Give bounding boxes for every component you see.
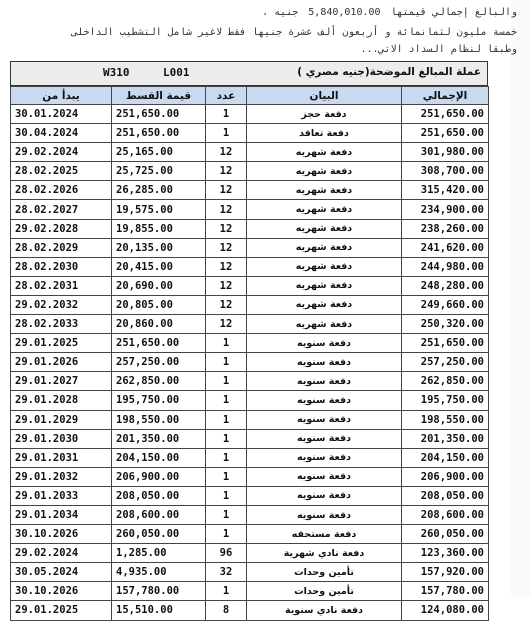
currency-label: عملة المبالغ الموضحة(جنيه مصري ): [297, 66, 481, 78]
cell-description: دفعة سنويه: [247, 391, 402, 410]
cell-start-date: 29.01.2028: [11, 391, 112, 410]
table-row: [11, 448, 489, 467]
cell-description: دفعة شهريه: [247, 162, 402, 181]
cell-total: 251,650.00: [402, 334, 489, 353]
cell-total: 204,150.00: [402, 448, 489, 467]
cell-description: دفعة نادي شهرية: [247, 544, 402, 563]
cell-total: 248,280.00: [402, 276, 489, 295]
cell-total: 206,900.00: [402, 467, 489, 486]
cell-count: 1: [206, 410, 247, 429]
intro-line-2: [8, 25, 517, 40]
cell-installment: 198,550.00: [112, 410, 206, 429]
schedule-table: [10, 86, 489, 621]
cell-count: 12: [206, 295, 247, 314]
cell-count: 12: [206, 257, 247, 276]
cell-start-date: 29.02.2024: [11, 544, 112, 563]
cell-total: 244,980.00: [402, 257, 489, 276]
cell-description: دفعة سنويه: [247, 334, 402, 353]
cell-description: دفعة سنويه: [247, 372, 402, 391]
cell-total: 301,980.00: [402, 143, 489, 162]
table-row: [11, 105, 489, 124]
cell-start-date: 29.01.2033: [11, 486, 112, 505]
cell-total: 208,600.00: [402, 505, 489, 524]
col-header-count: عدد: [206, 87, 247, 105]
table-row: [11, 143, 489, 162]
cell-description: دفعة شهريه: [247, 276, 402, 295]
cell-total: 123,360.00: [402, 544, 489, 563]
intro-line-3: [8, 42, 517, 57]
cell-start-date: 28.02.2030: [11, 257, 112, 276]
scan-margin: [511, 0, 531, 597]
cell-total: 208,050.00: [402, 486, 489, 505]
table-row: [11, 391, 489, 410]
cell-description: دفعة سنويه: [247, 467, 402, 486]
cell-installment: 20,690.00: [112, 276, 206, 295]
cell-count: 1: [206, 124, 247, 143]
cell-total: 241,620.00: [402, 238, 489, 257]
cell-count: 1: [206, 353, 247, 372]
cell-installment: 201,350.00: [112, 429, 206, 448]
cell-installment: 251,650.00: [112, 334, 206, 353]
cell-count: 8: [206, 601, 247, 620]
cell-installment: 262,850.00: [112, 372, 206, 391]
table-row: [11, 372, 489, 391]
cell-installment: 157,780.00: [112, 582, 206, 601]
cell-count: 12: [206, 276, 247, 295]
cell-start-date: 29.02.2028: [11, 219, 112, 238]
table-row: [11, 295, 489, 314]
cell-description: دفعة سنويه: [247, 353, 402, 372]
intro-amount-words: خمسة مليون لثمانمائة و أربعون ألف عشرة جنيها فقط لاغير شامل التشطيب الداخلى: [71, 27, 517, 38]
cell-installment: 25,725.00: [112, 162, 206, 181]
table-header-row: [11, 87, 489, 105]
cell-count: 96: [206, 544, 247, 563]
cell-total: 238,260.00: [402, 219, 489, 238]
table-row: [11, 563, 489, 582]
table-row: [11, 315, 489, 334]
intro-line-1: [8, 5, 517, 20]
cell-start-date: 29.01.2026: [11, 353, 112, 372]
currency-bar: [10, 61, 488, 86]
table-row: [11, 429, 489, 448]
table-row: [11, 353, 489, 372]
cell-total: 195,750.00: [402, 391, 489, 410]
cell-description: دفعة سنويه: [247, 410, 402, 429]
table-row: [11, 544, 489, 563]
cell-start-date: 29.02.2024: [11, 143, 112, 162]
cell-installment: 20,415.00: [112, 257, 206, 276]
cell-description: دفعة شهريه: [247, 143, 402, 162]
cell-count: 1: [206, 467, 247, 486]
cell-installment: 1,285.00: [112, 544, 206, 563]
intro-unit: جنيه ،: [262, 7, 299, 18]
cell-total: 262,850.00: [402, 372, 489, 391]
cell-description: دفعة شهريه: [247, 238, 402, 257]
intro-amount: 5,840,010.00: [308, 7, 381, 18]
cell-description: دفعة سنويه: [247, 448, 402, 467]
cell-total: 251,650.00: [402, 124, 489, 143]
cell-description: دفعة تعاقد: [247, 124, 402, 143]
cell-description: دفعة شهريه: [247, 181, 402, 200]
cell-description: دفعة شهريه: [247, 257, 402, 276]
table-row: [11, 410, 489, 429]
cell-count: 1: [206, 448, 247, 467]
cell-installment: 19,575.00: [112, 200, 206, 219]
cell-count: 1: [206, 105, 247, 124]
cell-total: 251,650.00: [402, 105, 489, 124]
cell-start-date: 30.01.2024: [11, 105, 112, 124]
cell-description: دفعة سنويه: [247, 486, 402, 505]
cell-count: 1: [206, 505, 247, 524]
cell-total: 308,700.00: [402, 162, 489, 181]
cell-start-date: 28.02.2025: [11, 162, 112, 181]
col-header-description: البيان: [247, 87, 402, 105]
cell-installment: 20,135.00: [112, 238, 206, 257]
cell-description: دفعة شهريه: [247, 315, 402, 334]
payment-schedule: [10, 61, 488, 621]
cell-installment: 257,250.00: [112, 353, 206, 372]
table-row: [11, 525, 489, 544]
cell-total: 249,660.00: [402, 295, 489, 314]
cell-total: 250,320.00: [402, 315, 489, 334]
cell-start-date: 29.01.2034: [11, 505, 112, 524]
cell-description: تأمين وحدات: [247, 582, 402, 601]
cell-count: 1: [206, 582, 247, 601]
cell-start-date: 29.01.2027: [11, 372, 112, 391]
cell-installment: 260,050.00: [112, 525, 206, 544]
cell-start-date: 28.02.2029: [11, 238, 112, 257]
cell-total: 198,550.00: [402, 410, 489, 429]
cell-start-date: 28.02.2026: [11, 181, 112, 200]
cell-start-date: 30.10.2026: [11, 582, 112, 601]
cell-start-date: 29.01.2031: [11, 448, 112, 467]
code-l001: L001: [163, 66, 190, 79]
cell-total: 257,250.00: [402, 353, 489, 372]
cell-installment: 26,285.00: [112, 181, 206, 200]
cell-installment: 20,860.00: [112, 315, 206, 334]
cell-count: 12: [206, 143, 247, 162]
table-row: [11, 238, 489, 257]
cell-count: 12: [206, 219, 247, 238]
cell-description: دفعة نادي سنوية: [247, 601, 402, 620]
col-header-installment: قيمة القسط: [112, 87, 206, 105]
table-row: [11, 200, 489, 219]
cell-total: 124,080.00: [402, 601, 489, 620]
table-row: [11, 486, 489, 505]
table-row: [11, 505, 489, 524]
cell-count: 1: [206, 334, 247, 353]
cell-count: 1: [206, 391, 247, 410]
cell-description: دفعة سنويه: [247, 505, 402, 524]
table-row: [11, 582, 489, 601]
code-w310: W310: [103, 66, 130, 79]
cell-description: دفعة مستحقه: [247, 525, 402, 544]
cell-installment: 4,935.00: [112, 563, 206, 582]
cell-start-date: 30.04.2024: [11, 124, 112, 143]
cell-start-date: 29.01.2032: [11, 467, 112, 486]
cell-installment: 251,650.00: [112, 124, 206, 143]
cell-total: 234,900.00: [402, 200, 489, 219]
table-row: [11, 276, 489, 295]
cell-installment: 19,855.00: [112, 219, 206, 238]
cell-start-date: 29.01.2025: [11, 334, 112, 353]
cell-description: دفعة سنويه: [247, 429, 402, 448]
cell-count: 12: [206, 162, 247, 181]
table-row: [11, 162, 489, 181]
cell-start-date: 29.01.2030: [11, 429, 112, 448]
cell-description: دفعة شهريه: [247, 295, 402, 314]
cell-count: 12: [206, 238, 247, 257]
cell-total: 201,350.00: [402, 429, 489, 448]
cell-start-date: 28.02.2031: [11, 276, 112, 295]
intro-payment-system: وطبقا لنظام السداد الاتي...: [360, 44, 517, 55]
cell-total: 157,780.00: [402, 582, 489, 601]
cell-start-date: 29.01.2029: [11, 410, 112, 429]
table-row: [11, 334, 489, 353]
cell-installment: 208,600.00: [112, 505, 206, 524]
cell-total: 260,050.00: [402, 525, 489, 544]
cell-count: 1: [206, 525, 247, 544]
cell-installment: 15,510.00: [112, 601, 206, 620]
cell-start-date: 28.02.2033: [11, 315, 112, 334]
cell-installment: 206,900.00: [112, 467, 206, 486]
cell-start-date: 29.02.2032: [11, 295, 112, 314]
cell-description: تأمين وحدات: [247, 563, 402, 582]
cell-description: دفعة شهريه: [247, 200, 402, 219]
cell-start-date: 30.10.2026: [11, 525, 112, 544]
col-header-start: يبدأ من: [11, 87, 112, 105]
cell-count: 1: [206, 429, 247, 448]
cell-total: 315,420.00: [402, 181, 489, 200]
cell-count: 12: [206, 315, 247, 334]
cell-installment: 251,650.00: [112, 105, 206, 124]
cell-installment: 25,165.00: [112, 143, 206, 162]
cell-description: دفعة حجز: [247, 105, 402, 124]
cell-count: 32: [206, 563, 247, 582]
cell-total: 157,920.00: [402, 563, 489, 582]
table-row: [11, 467, 489, 486]
cell-start-date: 30.05.2024: [11, 563, 112, 582]
cell-installment: 204,150.00: [112, 448, 206, 467]
cell-count: 1: [206, 372, 247, 391]
cell-count: 1: [206, 486, 247, 505]
cell-installment: 20,805.00: [112, 295, 206, 314]
col-header-total: الإجمالي: [402, 87, 489, 105]
cell-description: دفعة شهريه: [247, 219, 402, 238]
cell-start-date: 28.02.2027: [11, 200, 112, 219]
table-row: [11, 601, 489, 620]
cell-count: 12: [206, 181, 247, 200]
table-row: [11, 124, 489, 143]
cell-start-date: 29.01.2025: [11, 601, 112, 620]
cell-installment: 195,750.00: [112, 391, 206, 410]
table-row: [11, 219, 489, 238]
cell-count: 12: [206, 200, 247, 219]
table-row: [11, 181, 489, 200]
table-row: [11, 257, 489, 276]
intro-text: والبالغ إجمالي قيمتها: [390, 7, 517, 18]
cell-installment: 208,050.00: [112, 486, 206, 505]
